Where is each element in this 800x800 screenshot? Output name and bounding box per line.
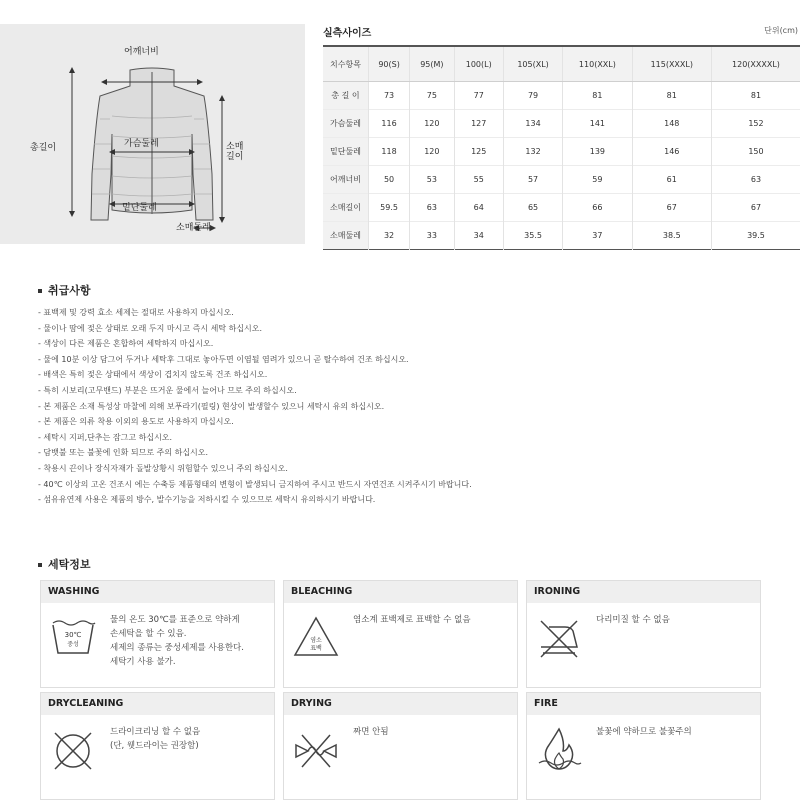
table-cell: 73 — [369, 82, 410, 110]
table-cell: 81 — [711, 82, 800, 110]
card-description: 다리미질 할 수 없음 — [596, 615, 670, 625]
row-label: 어깨너비 — [323, 166, 369, 194]
table-cell: 152 — [711, 110, 800, 138]
column-header: 115(XXXL) — [632, 46, 711, 82]
table-cell: 150 — [711, 138, 800, 166]
table-row — [323, 110, 800, 138]
card-title: IRONING — [527, 581, 760, 603]
ironing-card — [526, 580, 761, 688]
care-section-title: 취급사항 — [38, 282, 91, 298]
table-cell: 57 — [503, 166, 562, 194]
table-cell: 63 — [410, 194, 454, 222]
size-table-header-row — [323, 46, 800, 82]
table-cell: 134 — [503, 110, 562, 138]
size-table — [323, 45, 800, 250]
card-title: WASHING — [41, 581, 274, 603]
table-cell: 67 — [632, 194, 711, 222]
card-title: FIRE — [527, 693, 760, 715]
wash-info-section-title: 세탁정보 — [38, 556, 91, 572]
label-sleeve-length-1: 소매 — [226, 142, 244, 152]
drycleaning-prohibited-icon — [49, 725, 97, 773]
wringing-prohibited-icon — [292, 725, 340, 773]
list-item: - 물이나 땀에 젖은 상태로 오래 두지 마시고 즉시 세탁 하십시오. — [38, 323, 263, 333]
washing-card — [40, 580, 275, 688]
column-header: 90(S) — [369, 46, 410, 82]
label-total-length: 총길이 — [30, 143, 57, 153]
column-header: 95(M) — [410, 46, 454, 82]
row-label: 밑단둘레 — [323, 138, 369, 166]
table-cell: 53 — [410, 166, 454, 194]
card-description: 염소계 표백제로 표백할 수 없음 — [353, 615, 471, 625]
table-cell: 37 — [563, 222, 632, 250]
list-item: - 착용시 끈이나 장식자재가 돌발상황시 위험할수 있으니 주의 하십시오. — [38, 463, 288, 473]
table-cell: 132 — [503, 138, 562, 166]
label-chest: 가슴둘레 — [124, 139, 159, 149]
table-cell: 38.5 — [632, 222, 711, 250]
table-cell: 63 — [711, 166, 800, 194]
list-item: - 특히 시보리(고무밴드) 부분은 뜨거운 물에서 늘어나 므로 주의 하십시오. — [38, 385, 297, 395]
table-cell: 66 — [563, 194, 632, 222]
column-header: 105(XL) — [503, 46, 562, 82]
ironing-prohibited-icon — [535, 613, 583, 661]
size-table-title: 실측사이즈 — [323, 28, 372, 39]
size-diagram — [0, 24, 305, 244]
table-cell: 120 — [410, 138, 454, 166]
label-sleeve-length-2: 길이 — [226, 152, 244, 162]
table-cell: 39.5 — [711, 222, 800, 250]
list-item: - 색상이 다른 제품은 혼합하여 세탁하지 마십시오. — [38, 339, 214, 349]
list-item: - 담뱃불 또는 불꽃에 인화 되므로 주의 하십시오. — [38, 448, 209, 458]
row-label: 총 길 이 — [323, 82, 369, 110]
card-description: 드라이크리닝 할 수 없음 (단, 웻드라이는 권장함) — [110, 727, 201, 751]
svg-text:중성: 중성 — [67, 641, 79, 648]
label-hem: 밑단둘레 — [122, 203, 157, 213]
table-cell: 120 — [410, 110, 454, 138]
row-label: 소매둘레 — [323, 222, 369, 250]
column-header: 100(L) — [454, 46, 503, 82]
table-cell: 127 — [454, 110, 503, 138]
row-label: 가슴둘레 — [323, 110, 369, 138]
size-table-unit: 단위(cm) — [764, 26, 798, 35]
table-row — [323, 194, 800, 222]
svg-text:표백: 표백 — [310, 645, 322, 652]
table-cell: 55 — [454, 166, 503, 194]
table-row — [323, 166, 800, 194]
label-cuff: 소매둘레 — [176, 223, 211, 233]
fire-card — [526, 692, 761, 800]
table-cell: 118 — [369, 138, 410, 166]
table-cell: 59 — [563, 166, 632, 194]
table-cell: 34 — [454, 222, 503, 250]
svg-text:30℃: 30℃ — [64, 631, 82, 639]
table-row — [323, 82, 800, 110]
flame-warning-icon — [535, 725, 583, 773]
list-item: - 섬유유연제 사용은 제품의 방수, 발수기능을 저하시킬 수 있으므로 세탁시 유의하시기 바랍니다. — [38, 495, 376, 505]
table-cell: 77 — [454, 82, 503, 110]
card-description: 짜면 안됨 — [353, 727, 389, 737]
table-cell: 59.5 — [369, 194, 410, 222]
table-cell: 81 — [632, 82, 711, 110]
row-label: 소매길이 — [323, 194, 369, 222]
card-title: DRYING — [284, 693, 517, 715]
table-cell: 65 — [503, 194, 562, 222]
care-list — [38, 305, 472, 508]
column-header: 120(XXXXL) — [711, 46, 800, 82]
column-header: 110(XXL) — [563, 46, 632, 82]
card-description: 불꽃에 약하므로 불꽃주의 — [596, 727, 692, 737]
svg-text:염소: 염소 — [310, 637, 322, 644]
table-cell: 75 — [410, 82, 454, 110]
list-item: - 40℃ 이상의 고온 건조시 에는 수축등 제품형태의 변형이 발생되니 금지하여 주시고 반드시 자연건조 시켜주시기 바랍니다. — [38, 479, 472, 489]
bleaching-chlorine-prohibited-icon — [292, 613, 340, 661]
card-description: 물의 온도 30℃를 표준으로 약하게 손세탁을 할 수 있음. 세제의 종류는 중성세제를 사용한다. 세탁기 사용 불가. — [110, 615, 244, 667]
table-row — [323, 222, 800, 250]
drying-card — [283, 692, 518, 800]
table-cell: 64 — [454, 194, 503, 222]
table-cell: 125 — [454, 138, 503, 166]
card-title: DRYCLEANING — [41, 693, 274, 715]
table-cell: 81 — [563, 82, 632, 110]
list-item: - 배색은 특히 젖은 상태에서 색상이 겹치지 않도록 건조 하십시오. — [38, 370, 268, 380]
table-cell: 146 — [632, 138, 711, 166]
table-cell: 61 — [632, 166, 711, 194]
table-cell: 35.5 — [503, 222, 562, 250]
table-row — [323, 138, 800, 166]
table-cell: 79 — [503, 82, 562, 110]
list-item: - 본 제품은 의류 착용 이외의 용도로 사용하지 마십시오. — [38, 417, 234, 427]
table-cell: 148 — [632, 110, 711, 138]
table-cell: 116 — [369, 110, 410, 138]
table-cell: 32 — [369, 222, 410, 250]
list-item: - 세탁시 지퍼,단추는 잠그고 하십시오. — [38, 432, 173, 442]
list-item: - 물에 10분 이상 담그어 두거나 세탁후 그대로 놓아두면 이염될 염려가 있으니 곧 탈수하여 건조 하십시오. — [38, 354, 409, 364]
table-cell: 67 — [711, 194, 800, 222]
list-item: - 본 제품은 소재 특성상 마찰에 의해 보푸라기(필링) 현상이 발생할수 있으니 세탁시 유의 하십시오. — [38, 401, 385, 411]
drycleaning-card — [40, 692, 275, 800]
card-title: BLEACHING — [284, 581, 517, 603]
washing-30c-neutral-icon — [49, 613, 97, 661]
table-cell: 33 — [410, 222, 454, 250]
table-cell: 50 — [369, 166, 410, 194]
table-cell: 141 — [563, 110, 632, 138]
header-label: 치수항목 — [323, 46, 369, 82]
label-shoulder: 어깨너비 — [124, 47, 159, 57]
list-item: - 표백제 및 강력 효소 세제는 절대로 사용하지 마십시오. — [38, 308, 234, 317]
table-cell: 139 — [563, 138, 632, 166]
bleaching-card — [283, 580, 518, 688]
